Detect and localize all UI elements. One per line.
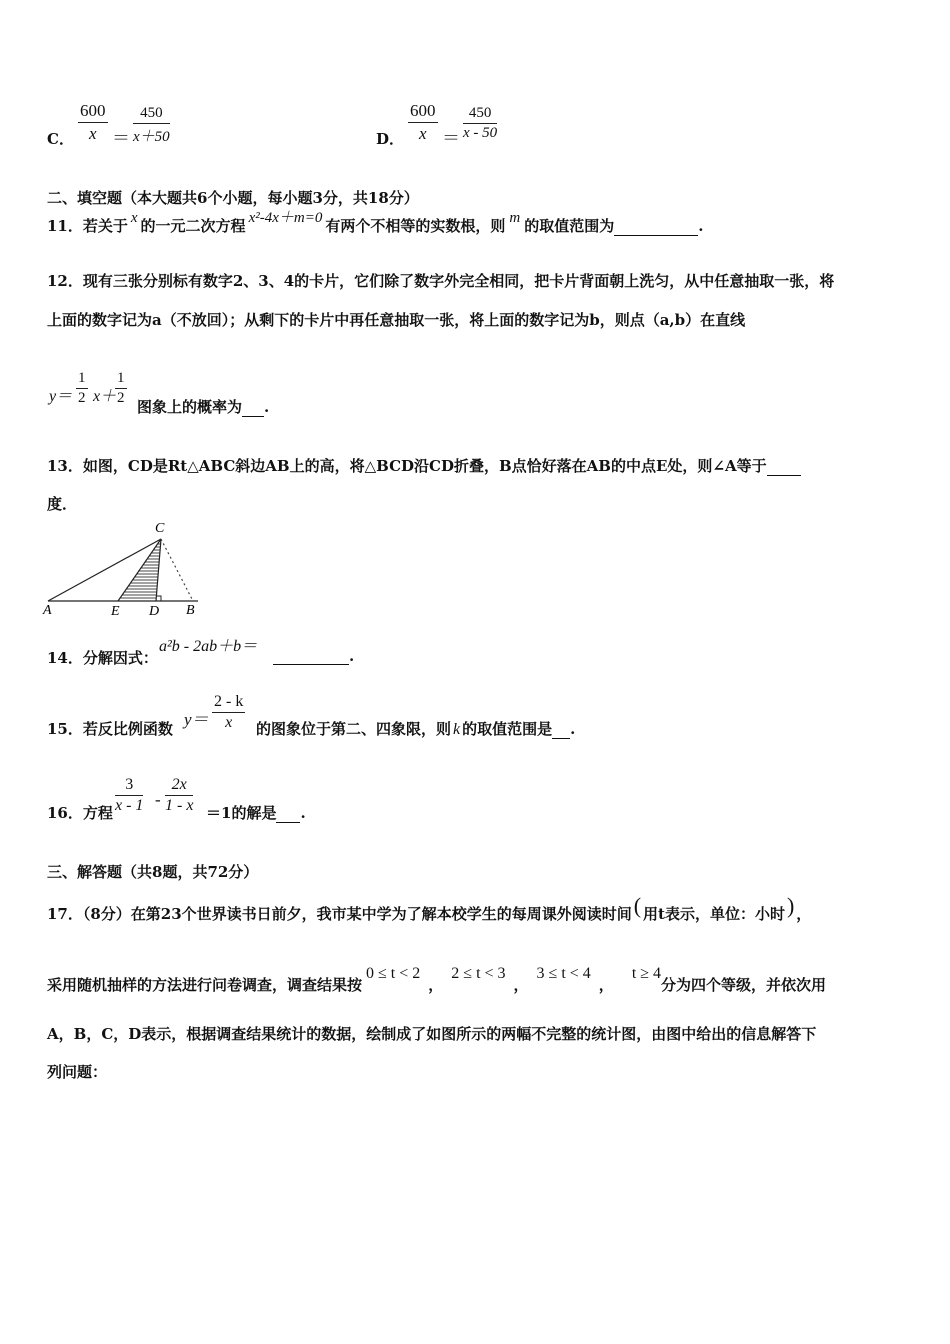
fraction-denominator: 1 - x	[165, 797, 194, 814]
q12-end: .	[264, 398, 270, 416]
q15-mid: 的图象位于第二、四象限，则	[256, 720, 452, 738]
q11-var-m: m	[509, 210, 521, 226]
fraction-denominator: x＋50	[133, 129, 170, 145]
q13-answer-blank[interactable]	[767, 475, 801, 476]
q17-line2-suffix: 分为四个等级，并依次用	[661, 976, 827, 994]
q15-tail	[256, 718, 575, 739]
question-11	[47, 210, 704, 236]
option-c-equals: ＝	[112, 128, 130, 148]
q16-suffix: 的解是	[231, 804, 277, 822]
option-d-equals: ＝	[442, 128, 460, 148]
fraction-numerator: 1	[76, 370, 88, 389]
segment-cb-dotted	[161, 539, 193, 601]
fraction-numerator: 2 - k	[212, 693, 245, 713]
q11-var-x: x	[130, 210, 138, 226]
fraction-numerator: 3	[115, 776, 143, 796]
q12-tail	[137, 396, 269, 417]
q11-prefix: 11．若关于	[47, 217, 128, 235]
option-d-right-fraction	[463, 105, 497, 142]
q16-end: .	[300, 804, 306, 822]
q12-x-plus: x＋	[93, 388, 117, 405]
q17-line2	[47, 965, 827, 995]
q11-mid2: 有两个不相等的实数根，则	[325, 217, 506, 235]
shaded-triangle-ecd	[110, 544, 170, 598]
q17-line2-prefix: 采用随机抽样的方法进行问卷调查，调查结果按	[47, 976, 363, 994]
q15-suffix: 的取值范围是	[462, 720, 553, 738]
option-c-left-fraction	[78, 101, 108, 144]
q17-line1-text: 17．（8分）在第23个世界读书日前夕，我市某中学为了解本校学生的每周课外阅读时间	[47, 905, 632, 923]
q17-paren-close: )	[786, 893, 795, 918]
q16-fraction-2	[165, 776, 193, 815]
q11-suffix: 的取值范围为	[524, 217, 615, 235]
fraction-denominator: 2	[78, 390, 86, 406]
section-2-heading: 二、填空题（本大题共6个小题，每小题3分，共18分）	[47, 189, 419, 207]
q15-end: .	[570, 720, 576, 738]
q12-line2: 上面的数字记为a（不放回）；从剩下的卡片中再任意抽取一张，将上面的数字记为b，则点（a,b）在直线	[47, 311, 746, 329]
q12-fraction-2	[115, 370, 127, 407]
q17-line3: A，B，C，D表示，根据调查结果统计的数据，绘制成了如图所示的两幅不完整的统计图，由图中给出的信息解答下	[47, 1025, 817, 1043]
label-c: C	[155, 521, 165, 536]
q15-prefix: 15．若反比例函数	[47, 720, 173, 738]
q13-line1	[47, 455, 801, 476]
q11-mid1: 的一元二次方程	[140, 217, 246, 235]
q17-paren-open: (	[633, 893, 642, 918]
q15-y-equals: y＝	[184, 710, 209, 729]
label-a: A	[43, 603, 52, 618]
q14-prefix: 14．分解因式：	[47, 649, 158, 667]
option-d-label: D．	[376, 130, 405, 148]
q15-var-k: k	[453, 721, 461, 738]
q17-line4: 列问题：	[47, 1063, 108, 1081]
q17-sep-3: ，	[598, 976, 614, 994]
option-d-left-fraction	[408, 101, 438, 144]
q13-line1-text: 13．如图，CD是Rt△ABC斜边AB上的高，将△BCD沿CD折叠，B点恰好落在AB的中点E处，则∠A等于	[47, 457, 767, 475]
fraction-denominator: x	[225, 714, 233, 731]
section-3-heading: 三、解答题（共8题，共72分）	[47, 863, 259, 881]
q14-tail	[273, 647, 354, 665]
q12-suffix: 图象上的概率为	[137, 398, 243, 416]
q17-range-2: 2 ≤ t < 3	[451, 965, 506, 982]
segment-cd	[156, 539, 161, 601]
q11-answer-blank[interactable]	[614, 235, 698, 236]
q11-end: .	[698, 217, 704, 235]
q17-range-1: 0 ≤ t < 2	[366, 965, 421, 982]
fraction-numerator: 2x	[165, 776, 193, 796]
fraction-denominator: 2	[117, 390, 125, 406]
fraction-numerator: 450	[133, 105, 170, 124]
q14-expression: a²b - 2ab＋b＝	[159, 638, 258, 655]
q12-answer-blank[interactable]	[242, 416, 264, 417]
fraction-denominator: x	[418, 124, 427, 143]
triangle-figure	[40, 516, 220, 622]
q12-fraction-1	[76, 370, 88, 407]
label-e: E	[111, 604, 120, 619]
q16-tail	[206, 802, 306, 823]
q17-line1-end: ，	[796, 905, 812, 923]
q14-answer-blank[interactable]	[273, 664, 349, 665]
label-b: B	[186, 603, 195, 618]
q16-prefix: 16．方程	[47, 804, 113, 822]
q17-range-3: 3 ≤ t < 4	[536, 965, 591, 982]
q16-fraction-1	[115, 776, 143, 815]
option-c-right-fraction	[133, 105, 170, 146]
fraction-numerator: 1	[115, 370, 127, 389]
fraction-numerator: 600	[408, 101, 438, 123]
q13-line2: 度．	[47, 495, 78, 513]
fraction-denominator: x	[88, 124, 97, 143]
q15-answer-blank[interactable]	[552, 738, 570, 739]
q16-minus: -	[155, 790, 161, 809]
q11-equation: x²-4x＋m=0	[248, 210, 323, 226]
q16-eq-one: ＝1	[206, 804, 232, 822]
q12-line1: 12．现有三张分别标有数字2、3、4的卡片，它们除了数字外完全相同，把卡片背面朝上洗匀，从中任意抽取一张，将	[47, 272, 835, 290]
fraction-numerator: 600	[78, 101, 108, 123]
fraction-denominator: x - 50	[463, 125, 498, 141]
q15-fraction	[212, 693, 245, 732]
q17-sep-2: ，	[513, 976, 529, 994]
q12-y-equals: y＝	[49, 388, 73, 405]
option-c-label: C．	[47, 130, 74, 148]
q14-end: .	[349, 647, 355, 665]
q17-line1	[47, 893, 812, 925]
q16-answer-blank[interactable]	[276, 822, 300, 823]
label-d: D	[149, 604, 160, 619]
q17-paren-text: 用t表示，单位：小时	[643, 905, 785, 923]
fraction-denominator: x - 1	[115, 797, 144, 814]
q17-range-4: t ≥ 4	[631, 965, 662, 982]
fraction-numerator: 450	[463, 105, 497, 124]
q17-sep-1: ，	[428, 976, 444, 994]
